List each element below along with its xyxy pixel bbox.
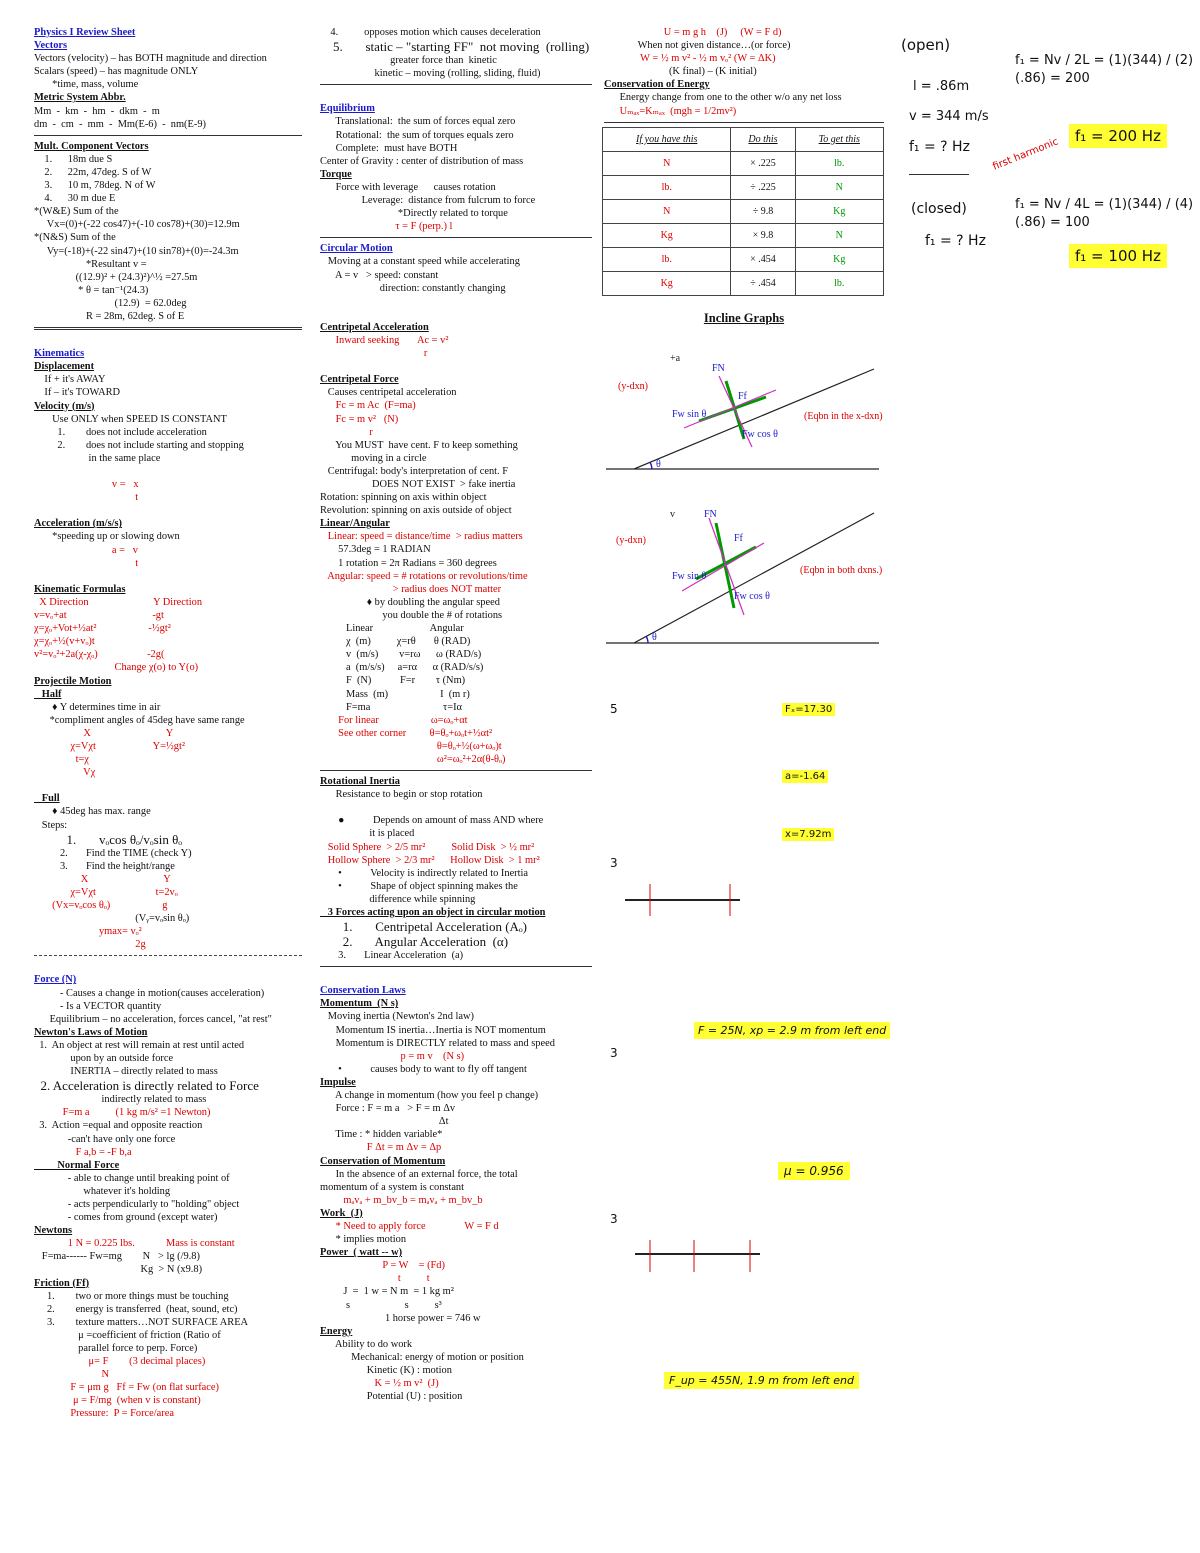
subheading: Centripetal Acceleration bbox=[320, 321, 429, 333]
text-line: μ= F (3 decimal places) bbox=[34, 1356, 206, 1368]
conversion-table bbox=[602, 127, 884, 296]
text-line: 2. does not include starting and stopping bbox=[34, 439, 244, 451]
problem-4-number: 3 bbox=[610, 1212, 618, 1226]
subheading: Half bbox=[34, 688, 62, 700]
text-line: indirectly related to mass bbox=[34, 1094, 207, 1106]
text-line: μ = F/mg (when v is constant) bbox=[34, 1395, 201, 1407]
column-1 bbox=[34, 26, 302, 1421]
text-line: 1. two or more things must be touching bbox=[34, 1290, 229, 1302]
text-line: 57.3deg = 1 RADIAN bbox=[320, 544, 431, 556]
text-line bbox=[320, 308, 592, 321]
text-line: F=ma τ=Iα bbox=[320, 701, 462, 713]
text-line: Hollow Sphere > 2/3 mr² Hollow Disk > 1 mr² bbox=[320, 854, 540, 866]
text-line: ((12.9)² + (24.3)²)^½ =27.5m bbox=[34, 271, 198, 283]
fn-label-2: FN bbox=[704, 508, 717, 520]
ydxn-note: (y-dxn) bbox=[618, 380, 648, 392]
header-have: If you have this bbox=[603, 127, 731, 151]
first-harmonic-note: first harmonic bbox=[991, 136, 1060, 173]
text-line: 2. Acceleration is directly related to Force bbox=[34, 1078, 259, 1094]
problem-1-answer-2: a=-1.64 bbox=[782, 770, 828, 783]
subheading: Normal Force bbox=[34, 1159, 120, 1171]
divider bbox=[34, 135, 302, 136]
text-line: 3. Linear Acceleration (a) bbox=[320, 950, 464, 962]
text-line: 3. texture matters…NOT SURFACE AREA bbox=[34, 1316, 249, 1328]
subheading: Projectile Motion bbox=[34, 675, 112, 687]
text-line: Kinetic (K) : motion bbox=[320, 1365, 452, 1376]
conversion-cell: × 9.8 bbox=[731, 223, 795, 247]
text-line: If + it's AWAY bbox=[34, 374, 106, 386]
subheading: 3 Forces acting upon an object in circular motion bbox=[320, 907, 546, 918]
conversion-cell: × .225 bbox=[731, 151, 795, 175]
text-line: K = ½ m v² (J) bbox=[320, 1378, 439, 1390]
text-line: Linear: speed = distance/time > radius matters bbox=[320, 531, 523, 543]
problem-4-answer: F_up = 455N, 1.9 m from left end bbox=[664, 1372, 859, 1389]
text-line: χ=Vχt t=2vₒ bbox=[34, 886, 178, 898]
divider bbox=[320, 770, 592, 771]
text-line: *(W&E) Sum of the bbox=[34, 206, 119, 218]
conversion-cell: ÷ .225 bbox=[731, 175, 795, 199]
conversion-cell: N bbox=[795, 175, 883, 199]
subheading: Acceleration (m/s/s) bbox=[34, 518, 123, 530]
text-line: Linear Angular bbox=[320, 623, 464, 635]
text-line: upon by an outside force bbox=[34, 1053, 174, 1065]
text-line: INERTIA – directly related to mass bbox=[34, 1066, 218, 1078]
fn-label: FN bbox=[712, 362, 725, 374]
text-line: χ (m) χ=rθ θ (RAD) bbox=[320, 636, 471, 648]
text-line: 3. Find the height/range bbox=[34, 860, 175, 872]
divider bbox=[604, 122, 884, 123]
f1-formula-open: f₁ = Nv / 2L = (1)(344) / (2)(.86) = 200 bbox=[1015, 53, 1194, 86]
ff-label: Ff bbox=[738, 390, 747, 402]
ff-label-2: Ff bbox=[734, 532, 743, 544]
text-line: • Velocity is indirectly related to Inertia bbox=[320, 867, 529, 879]
text-line: 3. 10 m, 78deg. N of W bbox=[34, 180, 156, 192]
text-line: X Y bbox=[34, 873, 171, 885]
text-line: Mm - km - hm - dkm - m bbox=[34, 105, 160, 117]
column-3 bbox=[604, 26, 884, 663]
section-heading: Circular Motion bbox=[320, 243, 393, 255]
text-line: Causes centripetal acceleration bbox=[320, 387, 457, 399]
section-heading: Physics I Review Sheet bbox=[34, 27, 136, 38]
text-line: r bbox=[320, 426, 373, 438]
text-line: p = m v (N s) bbox=[320, 1050, 465, 1062]
text-line: Vectors (velocity) – has BOTH magnitude and direction bbox=[34, 53, 267, 65]
text-line bbox=[34, 334, 302, 347]
text-line: greater force than kinetic bbox=[320, 55, 497, 67]
subheading: Mult. Component Vectors bbox=[34, 140, 149, 152]
text-line: Leverage: distance from fulcrum to force bbox=[320, 195, 536, 207]
text-line: Centrifugal: body's interpretation of cent. F bbox=[320, 465, 508, 477]
problem-3-answer: μ = 0.956 bbox=[778, 1162, 850, 1180]
text-line: 3. Action =equal and opposite reaction bbox=[34, 1120, 203, 1132]
speed-value: v = 344 m/s bbox=[909, 109, 989, 124]
text-line: Energy change from one to the other w/o any net loss bbox=[604, 92, 842, 104]
conversion-row bbox=[603, 175, 884, 199]
text-line: P = W = (Fd) bbox=[320, 1260, 445, 1272]
text-line: *(N&S) Sum of the bbox=[34, 232, 116, 244]
text-line: Force : F = m a > F = m Δv bbox=[320, 1103, 456, 1115]
velocity-label: v bbox=[670, 508, 675, 520]
f1-question-1: f₁ = ? Hz bbox=[909, 139, 970, 155]
theta-label-2: θ bbox=[652, 631, 657, 643]
text-line: χ=Vχt Y=½gt² bbox=[34, 740, 185, 752]
text-line: (12.9) = 62.0deg bbox=[34, 297, 187, 309]
conversion-row bbox=[603, 247, 884, 271]
text-line: r bbox=[320, 348, 428, 360]
f1-answer-closed: f₁ = 100 Hz bbox=[1069, 244, 1167, 268]
text-line: ♦ Y determines time in air bbox=[34, 701, 161, 713]
text-line: - acts perpendicularly to "holding" object bbox=[34, 1198, 240, 1210]
text-line: χ=χₒ+½(v+vₒ)t bbox=[34, 636, 95, 648]
problem-1-number: 5 bbox=[610, 702, 618, 716]
text-line: *compliment angles of 45deg have same range bbox=[34, 714, 245, 726]
text-line: In the absence of an external force, the total bbox=[320, 1168, 518, 1180]
text-line: Force with leverage causes rotation bbox=[320, 181, 496, 193]
fw-sin-label-2: Fw sin θ bbox=[672, 570, 707, 582]
text-line: ω²=ωₒ²+2α(θ-θₒ) bbox=[320, 753, 506, 765]
text-line: * Need to apply force W = F d bbox=[320, 1220, 499, 1232]
text-line: When not given distance…(or force) bbox=[604, 40, 791, 52]
text-line: A = v > speed: constant bbox=[320, 269, 439, 281]
energy-section bbox=[604, 26, 884, 118]
text-line: Moving inertia (Newton's 2nd law) bbox=[320, 1011, 474, 1023]
incline-diagram-1 bbox=[604, 329, 884, 499]
text-line: Complete: must have BOTH bbox=[320, 142, 458, 154]
text-line: 1. vₒcos θₒ/vₒsin θₒ bbox=[34, 831, 183, 847]
conversion-cell: lb. bbox=[603, 247, 731, 271]
text-line: Rotational: the sum of torques equals zero bbox=[320, 129, 514, 141]
text-line: Pressure: P = Force/area bbox=[34, 1408, 174, 1420]
divider bbox=[34, 955, 302, 956]
text-line: F (N) F=r τ (Nm) bbox=[320, 675, 466, 687]
text-line: dm - cm - mm - Mm(E-6) - nm(E-9) bbox=[34, 118, 206, 130]
divider bbox=[34, 327, 302, 330]
section-heading: Kinematics bbox=[34, 348, 85, 360]
text-line: - Causes a change in motion(causes acceleration) bbox=[34, 987, 265, 999]
conversion-cell: ÷ .454 bbox=[731, 271, 795, 295]
closed-label: (closed) bbox=[911, 201, 967, 217]
beam-diagram-2 bbox=[630, 1236, 770, 1276]
text-line: 2. Find the TIME (check Y) bbox=[34, 847, 192, 859]
text-line: U = m g h (J) (W = F d) bbox=[604, 27, 782, 38]
conversion-header-row bbox=[603, 127, 884, 151]
text-line: t=χ bbox=[34, 754, 89, 766]
section-heading: Force (N) bbox=[34, 974, 77, 986]
text-line: - able to change until breaking point of bbox=[34, 1172, 230, 1184]
divider bbox=[909, 174, 969, 175]
text-line: F Δt = m Δv = Δp bbox=[320, 1142, 442, 1154]
text-line: t t bbox=[320, 1273, 430, 1285]
text-line: v²=vₒ²+2a(χ-χₒ) -2g( bbox=[34, 649, 165, 661]
eqbn-note: (Eqbn in the x-dxn) bbox=[804, 410, 883, 422]
f1-answer-open: f₁ = 200 Hz bbox=[1069, 124, 1167, 148]
text-line bbox=[320, 295, 592, 308]
header-get: To get this bbox=[795, 127, 883, 151]
text-line: • causes body to want to fly off tangent bbox=[320, 1063, 527, 1075]
f1-formula-closed: f₁ = Nv / 4L = (1)(344) / (4)(.86) = 100 bbox=[1015, 197, 1194, 230]
subheading: Metric System Abbr. bbox=[34, 92, 126, 104]
text-line: Translational: the sum of forces equal zero bbox=[320, 116, 516, 128]
f1-question-2: f₁ = ? Hz bbox=[925, 233, 986, 249]
text-line: You MUST have cent. F to keep something bbox=[320, 439, 518, 451]
conversion-row bbox=[603, 151, 884, 175]
text-line: s s s³ bbox=[320, 1299, 442, 1311]
text-line: DOES NOT EXIST > fake inertia bbox=[320, 479, 516, 490]
conversion-row bbox=[603, 271, 884, 295]
subheading: Work (J) bbox=[320, 1207, 363, 1219]
text-line: If – it's TOWARD bbox=[34, 387, 121, 399]
text-line: N bbox=[34, 1369, 110, 1381]
text-line: 2. energy is transferred (heat, sound, etc) bbox=[34, 1303, 238, 1315]
incline-diagram-2 bbox=[604, 503, 884, 663]
text-line: v=vₒ+at -gt bbox=[34, 610, 164, 622]
text-line: Rotation: spinning on axis within object bbox=[320, 492, 487, 504]
problem-1-answer: Fₓ=17.30 bbox=[782, 703, 835, 716]
text-line: Resistance to begin or stop rotation bbox=[320, 789, 483, 801]
text-line: *time, mass, volume bbox=[34, 79, 139, 91]
text-line: 4. 30 m due E bbox=[34, 193, 116, 205]
text-line: -can't have only one force bbox=[34, 1133, 176, 1145]
text-line: momentum of a system is constant bbox=[320, 1181, 465, 1193]
text-line: difference while spinning bbox=[320, 893, 476, 905]
subheading: Kinematic Formulas bbox=[34, 583, 126, 595]
subheading: Velocity (m/s) bbox=[34, 400, 95, 412]
length-value: l = .86m bbox=[913, 79, 970, 94]
text-line: J = 1 w = N m = 1 kg m² bbox=[320, 1286, 454, 1298]
text-line bbox=[34, 504, 302, 517]
text-line: it is placed bbox=[320, 828, 415, 840]
conversion-cell: lb. bbox=[603, 175, 731, 199]
text-line: t bbox=[34, 492, 139, 504]
text-line: parallel force to perp. Force) bbox=[34, 1343, 198, 1354]
text-line bbox=[320, 89, 592, 102]
accel-label: +a bbox=[670, 352, 681, 364]
text-line: A change in momentum (how you feel p change) bbox=[320, 1090, 539, 1102]
text-line: *speeding up or slowing down bbox=[34, 531, 180, 543]
subheading: Friction (Ff) bbox=[34, 1277, 90, 1289]
subheading: Conservation of Momentum bbox=[320, 1155, 446, 1167]
conversion-cell: N bbox=[603, 199, 731, 223]
subheading: Conservation of Energy bbox=[604, 79, 710, 91]
text-line: a (m/s/s) a=rα α (RAD/s/s) bbox=[320, 662, 484, 674]
text-line: (K final) – (K initial) bbox=[604, 66, 757, 78]
text-line: * implies motion bbox=[320, 1234, 407, 1246]
text-line: Revolution: spinning on axis outside of object bbox=[320, 505, 512, 517]
text-line: F=m a (1 kg m/s² =1 Newton) bbox=[34, 1107, 211, 1119]
text-line: - Is a VECTOR quantity bbox=[34, 1000, 162, 1012]
conversion-cell: N bbox=[795, 223, 883, 247]
conversion-cell: Kg bbox=[795, 247, 883, 271]
text-line: 1. An object at rest will remain at rest until acted bbox=[34, 1039, 245, 1051]
text-line: F=ma------ Fw=mg N > lg (/9.8) bbox=[34, 1251, 200, 1263]
text-line bbox=[34, 570, 302, 583]
subheading: Newton's Laws of Motion bbox=[34, 1026, 148, 1038]
eqbn-note-2: (Eqbn in both dxns.) bbox=[800, 564, 883, 576]
text-line: F a,b = -F b,a bbox=[34, 1146, 132, 1158]
text-line: μ =coefficient of friction (Ratio of bbox=[34, 1329, 221, 1341]
conversion-cell: Kg bbox=[603, 223, 731, 247]
conversion-cell: lb. bbox=[795, 271, 883, 295]
text-line: v = x bbox=[34, 479, 139, 491]
text-line bbox=[320, 971, 592, 984]
text-line: 1. does not include acceleration bbox=[34, 426, 207, 438]
text-line: ymax= vₒ² bbox=[34, 926, 142, 938]
text-line: Center of Gravity : center of distribution of mass bbox=[320, 155, 524, 167]
problem-3-number: 3 bbox=[610, 1046, 618, 1060]
section-heading: Vectors bbox=[34, 40, 68, 52]
text-line: Momentum IS inertia…Inertia is NOT momentum bbox=[320, 1024, 546, 1036]
text-line: (Vx=vₒcos θₒ) g bbox=[34, 900, 168, 911]
text-line: a = v bbox=[34, 544, 138, 556]
text-line: τ = F (perp.) l bbox=[320, 221, 453, 233]
text-line: Vy=(-18)+(-22 sin47)+(10 sin78)+(0)=-24.3m bbox=[34, 245, 239, 257]
subheading: Power ( watt -- w) bbox=[320, 1247, 403, 1259]
text-line: direction: constantly changing bbox=[320, 282, 506, 294]
divider bbox=[320, 84, 592, 85]
beam-diagram-1 bbox=[620, 880, 750, 920]
text-line: Δt bbox=[320, 1116, 449, 1128]
problem-2-number: 3 bbox=[610, 856, 618, 870]
text-line: 2g bbox=[34, 939, 146, 951]
subheading: Rotational Inertia bbox=[320, 776, 400, 788]
problem-1-answer-3: x=7.92m bbox=[782, 828, 834, 841]
fw-cos-label: Fw cos θ bbox=[742, 428, 778, 440]
subheading: Torque bbox=[320, 168, 352, 180]
text-line bbox=[320, 360, 592, 373]
text-line: Time : * hidden variable* bbox=[320, 1129, 443, 1141]
subheading: Centripetal Force bbox=[320, 374, 399, 386]
text-line: See other corner θ=θₒ+ωₒt+½αt² bbox=[320, 727, 493, 739]
text-line: * θ = tan⁻¹(24.3) bbox=[34, 284, 149, 296]
text-line: Mass (m) I (m r) bbox=[320, 688, 470, 700]
text-line: Solid Sphere > 2/5 mr² Solid Disk > ½ mr² bbox=[320, 841, 535, 853]
text-line: 5. static – "starting FF" not moving (rolling) bbox=[320, 39, 590, 55]
text-line: F = μm g Ff = Fw (on flat surface) bbox=[34, 1382, 219, 1394]
text-line: ● Depends on amount of mass AND where bbox=[320, 815, 544, 827]
divider bbox=[320, 966, 592, 967]
text-line: X Y bbox=[34, 727, 174, 739]
text-line: Scalars (speed) – has magnitude ONLY bbox=[34, 66, 199, 78]
subheading: Full bbox=[34, 793, 60, 805]
text-line bbox=[34, 779, 302, 792]
subheading: Momentum (N s) bbox=[320, 998, 399, 1010]
text-line: 2. Angular Acceleration (α) bbox=[320, 934, 509, 950]
subheading: Energy bbox=[320, 1325, 353, 1337]
text-line: 2. 22m, 47deg. S of W bbox=[34, 166, 152, 178]
header-do: Do this bbox=[731, 127, 795, 151]
text-line: X Direction Y Direction bbox=[34, 596, 203, 608]
text-line: Vx=(0)+(-22 cos47)+(-10 cos78)+(30)=12.9m bbox=[34, 219, 240, 231]
text-line: Angular: speed = # rotations or revolutions/time bbox=[320, 570, 528, 582]
text-line: (Vᵧ=vₒsin θₒ) bbox=[34, 913, 190, 925]
section-heading: Equilibrium bbox=[320, 103, 375, 115]
conversion-cell: N bbox=[603, 151, 731, 175]
text-line: you double the # of rotations bbox=[320, 609, 503, 621]
text-line: Use ONLY when SPEED IS CONSTANT bbox=[34, 413, 227, 425]
text-line: 1 N = 0.225 lbs. Mass is constant bbox=[34, 1238, 235, 1250]
conversion-cell: Kg bbox=[603, 271, 731, 295]
subheading: Newtons bbox=[34, 1225, 73, 1237]
text-line: Steps: bbox=[34, 819, 68, 831]
text-line: > radius does NOT matter bbox=[320, 583, 502, 595]
text-line: moving in a circle bbox=[320, 452, 427, 464]
text-line: Mechanical: energy of motion or position bbox=[320, 1351, 524, 1363]
subheading: Displacement bbox=[34, 361, 95, 373]
text-line: t bbox=[34, 557, 139, 569]
conversion-cell: × .454 bbox=[731, 247, 795, 271]
text-line: in the same place bbox=[34, 452, 161, 464]
text-line: R = 28m, 62deg. S of E bbox=[34, 310, 185, 322]
fw-sin-label: Fw sin θ bbox=[672, 408, 707, 420]
text-line: 1. Centripetal Acceleration (Aₒ) bbox=[320, 919, 527, 935]
subheading: Impulse bbox=[320, 1076, 356, 1088]
text-line: Momentum is DIRECTLY related to mass and speed bbox=[320, 1037, 555, 1049]
conversion-cell: Kg bbox=[795, 199, 883, 223]
text-line: Uₘₐₓ=Kₘₐₓ (mgh = 1/2mv²) bbox=[604, 105, 737, 117]
text-line: For linear ω=ωₒ+αt bbox=[320, 714, 468, 726]
text-line: Equilibrium – no acceleration, forces cancel, "at rest" bbox=[34, 1013, 272, 1025]
text-line: ♦ 45deg has max. range bbox=[34, 806, 151, 818]
text-line: Change χ(o) to Y(o) bbox=[34, 662, 199, 674]
text-line: v (m/s) v=rω ω (RAD/s) bbox=[320, 649, 482, 661]
incline-graphs-title: Incline Graphs bbox=[703, 310, 785, 325]
text-line: Ability to do work bbox=[320, 1338, 413, 1350]
text-line: *Resultant v = bbox=[34, 258, 147, 270]
column-2 bbox=[320, 26, 592, 1403]
text-line: 1. 18m due S bbox=[34, 153, 113, 165]
theta-label: θ bbox=[656, 458, 661, 470]
text-line: 1 rotation = 2π Radians = 360 degrees bbox=[320, 557, 497, 569]
text-line: Fc = m v² (N) bbox=[320, 413, 399, 425]
text-line: kinetic – moving (rolling, sliding, fluid) bbox=[320, 68, 541, 80]
text-line bbox=[320, 801, 592, 814]
text-line: θ=θₒ+½(ω+ωₒ)t bbox=[320, 740, 502, 752]
subheading: Linear/Angular bbox=[320, 518, 390, 530]
text-line: Potential (U) : position bbox=[320, 1391, 463, 1403]
text-line: *Directly related to torque bbox=[320, 208, 508, 220]
conversion-cell: ÷ 9.8 bbox=[731, 199, 795, 223]
text-line: Inward seeking Ac = v² bbox=[320, 334, 449, 346]
conversion-cell: lb. bbox=[795, 151, 883, 175]
text-line: ♦ by doubling the angular speed bbox=[320, 596, 500, 608]
text-line: • Shape of object spinning makes the bbox=[320, 880, 518, 892]
text-line: χ=χₒ+Vot+½at² -½gt² bbox=[34, 623, 171, 635]
divider bbox=[320, 237, 592, 238]
text-line bbox=[34, 960, 302, 973]
section-heading: Conservation Laws bbox=[320, 985, 406, 997]
text-line: Kg > N (x9.8) bbox=[34, 1264, 203, 1276]
problem-2-answer: F = 25N, xp = 2.9 m from left end bbox=[694, 1022, 890, 1039]
fw-cos-label-2: Fw cos θ bbox=[734, 590, 770, 602]
text-line: Vχ bbox=[34, 767, 96, 779]
text-line: 4. opposes motion which causes deceleration bbox=[320, 27, 541, 38]
text-line: Fc = m Ac (F=ma) bbox=[320, 400, 416, 412]
ydxn-note-2: (y-dxn) bbox=[616, 534, 646, 546]
text-line: Moving at a constant speed while accelerating bbox=[320, 256, 520, 268]
text-line: mₐvₐ + m_bv_b = mₐvₐ + m_bv_b bbox=[320, 1194, 483, 1206]
text-line: - comes from ground (except water) bbox=[34, 1212, 218, 1224]
conversion-row bbox=[603, 223, 884, 247]
conversion-row bbox=[603, 199, 884, 223]
text-line bbox=[34, 465, 302, 478]
text-line: W = ½ m v² - ½ m vₒ² (W = ΔK) bbox=[604, 53, 776, 65]
text-line: whatever it's holding bbox=[34, 1185, 171, 1197]
sound-open-label: (open) bbox=[901, 36, 951, 54]
text-line: 1 horse power = 746 w bbox=[320, 1312, 481, 1324]
